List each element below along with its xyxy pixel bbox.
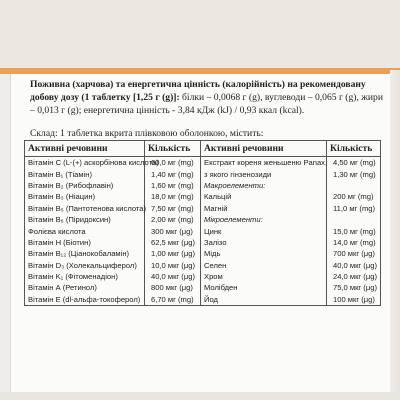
box-top <box>0 0 400 74</box>
composition-line: Склад: 1 таблетка вкрита плівковою оболонкою, містить: <box>30 128 264 139</box>
substance-cell: Вітамін Н (Біотин) <box>25 237 145 248</box>
table-row <box>25 282 381 293</box>
amount-cell-2: 15,0 мг (mg) <box>327 225 381 236</box>
table-row <box>25 168 381 179</box>
substance-cell-2: Мідь <box>201 248 327 259</box>
substance-cell: Вітамін А (Ретинол) <box>25 282 145 293</box>
table-row <box>25 248 381 259</box>
header-active-substances-2: Активні речовини <box>201 141 327 157</box>
header-active-substances: Активні речовини <box>25 141 145 157</box>
amount-cell: 1,00 мкг (μg) <box>145 248 201 259</box>
box-bottom-lip <box>0 392 400 400</box>
box-side-shadow <box>390 70 400 394</box>
amount-cell: 1,40 мг (mg) <box>145 168 201 179</box>
substance-cell-2: Цинк <box>201 225 327 236</box>
table-row <box>25 214 381 225</box>
substance-cell-2: Йод <box>201 294 327 306</box>
substance-cell-2: Макроелементи: <box>201 180 327 191</box>
nutrition-heading: Поживна (харчова) та енергетична цінність (калорійність) на рекомендовану добову дозу (1 таблетку [1,25 г (g)]: <box>30 79 366 103</box>
substance-cell: Вітамін B₅ (Пантотенова кислота) <box>25 203 145 214</box>
substance-cell-2: Молібден <box>201 282 327 293</box>
amount-cell-2 <box>327 180 381 191</box>
substance-cell: Вітамін B₂ (Рибофлавін) <box>25 180 145 191</box>
table-row <box>25 237 381 248</box>
amount-cell-2 <box>327 214 381 225</box>
amount-cell: 800 мкг (μg) <box>145 282 201 293</box>
substance-cell-2: Залізо <box>201 237 327 248</box>
amount-cell-2: 1,30 мг (mg) <box>327 168 381 179</box>
amount-cell-2: 40,0 мкг (μg) <box>327 260 381 271</box>
substance-cell: Вітамін B₆ (Піридоксин) <box>25 214 145 225</box>
substance-cell-2: Селен <box>201 260 327 271</box>
substance-cell: Вітамін B₁₂ (Ціанокобаламін) <box>25 248 145 259</box>
table-row <box>25 225 381 236</box>
substance-cell: Вітамін B₁ (Тіамін) <box>25 168 145 179</box>
amount-cell-2: 4,50 мг (mg) <box>327 157 381 169</box>
amount-cell: 60,0 мг (mg) <box>145 157 201 169</box>
amount-cell-2: 75,0 мкг (μg) <box>327 282 381 293</box>
amount-cell: 10,0 мкг (μg) <box>145 260 201 271</box>
substance-cell: Фолієва кислота <box>25 225 145 236</box>
amount-cell: 62,5 мкг (μg) <box>145 237 201 248</box>
substance-cell-2: Хром <box>201 271 327 282</box>
amount-cell-2: 700 мкг (μg) <box>327 248 381 259</box>
substance-cell-2: з якого гінзенозиди <box>201 168 327 179</box>
nutrition-paragraph <box>30 78 385 117</box>
amount-cell: 18,0 мг (mg) <box>145 191 201 202</box>
amount-cell: 40,0 мкг (μg) <box>145 271 201 282</box>
amount-cell-2: 100 мкг (μg) <box>327 294 381 306</box>
amount-cell: 300 мкг (μg) <box>145 225 201 236</box>
nutrition-values: білки – 0,0068 г (g), вуглеводи – 0,065 г (g), жири – 0,013 г (g); енергетична цінність - 3,84 кДж (kJ) / 0,93 ккал (kcal). <box>30 92 383 116</box>
substance-cell-2: Магній <box>201 203 327 214</box>
amount-cell: 7,50 мг (mg) <box>145 203 201 214</box>
table-row <box>25 294 381 306</box>
header-amount-2: Кількість <box>327 141 381 157</box>
amount-cell-2: 24,0 мкг (μg) <box>327 271 381 282</box>
table-row <box>25 203 381 214</box>
composition-table <box>24 140 381 306</box>
amount-cell: 2,00 мг (mg) <box>145 214 201 225</box>
substance-cell: Вітамін D₃ (Холекальциферол) <box>25 260 145 271</box>
amount-cell-2: 11,0 мг (mg) <box>327 203 381 214</box>
header-amount: Кількість <box>145 141 201 157</box>
table-row <box>25 271 381 282</box>
substance-cell-2: Кальцій <box>201 191 327 202</box>
substance-cell: Вітамін K₁ (Фітоменадіон) <box>25 271 145 282</box>
table-row <box>25 260 381 271</box>
table-row <box>25 157 381 169</box>
table-row <box>25 180 381 191</box>
amount-cell: 6,70 мг (mg) <box>145 294 201 306</box>
substance-cell: Вітамін B₃ (Ніацин) <box>25 191 145 202</box>
substance-cell-2: Екстракт кореня женьшеню Panax, <box>201 157 327 169</box>
amount-cell: 1,60 мг (mg) <box>145 180 201 191</box>
table-body <box>25 157 381 306</box>
amount-cell-2: 200 мг (mg) <box>327 191 381 202</box>
table-row <box>25 191 381 202</box>
table-header-row <box>25 141 381 157</box>
substance-cell: Вітамін Е (dl-альфа-токоферол) <box>25 294 145 306</box>
substance-cell-2: Мікроелементи: <box>201 214 327 225</box>
substance-cell: Вітамін С (L-(+) аскорбінова кислота) <box>25 157 145 169</box>
amount-cell-2: 14,0 мг (mg) <box>327 237 381 248</box>
